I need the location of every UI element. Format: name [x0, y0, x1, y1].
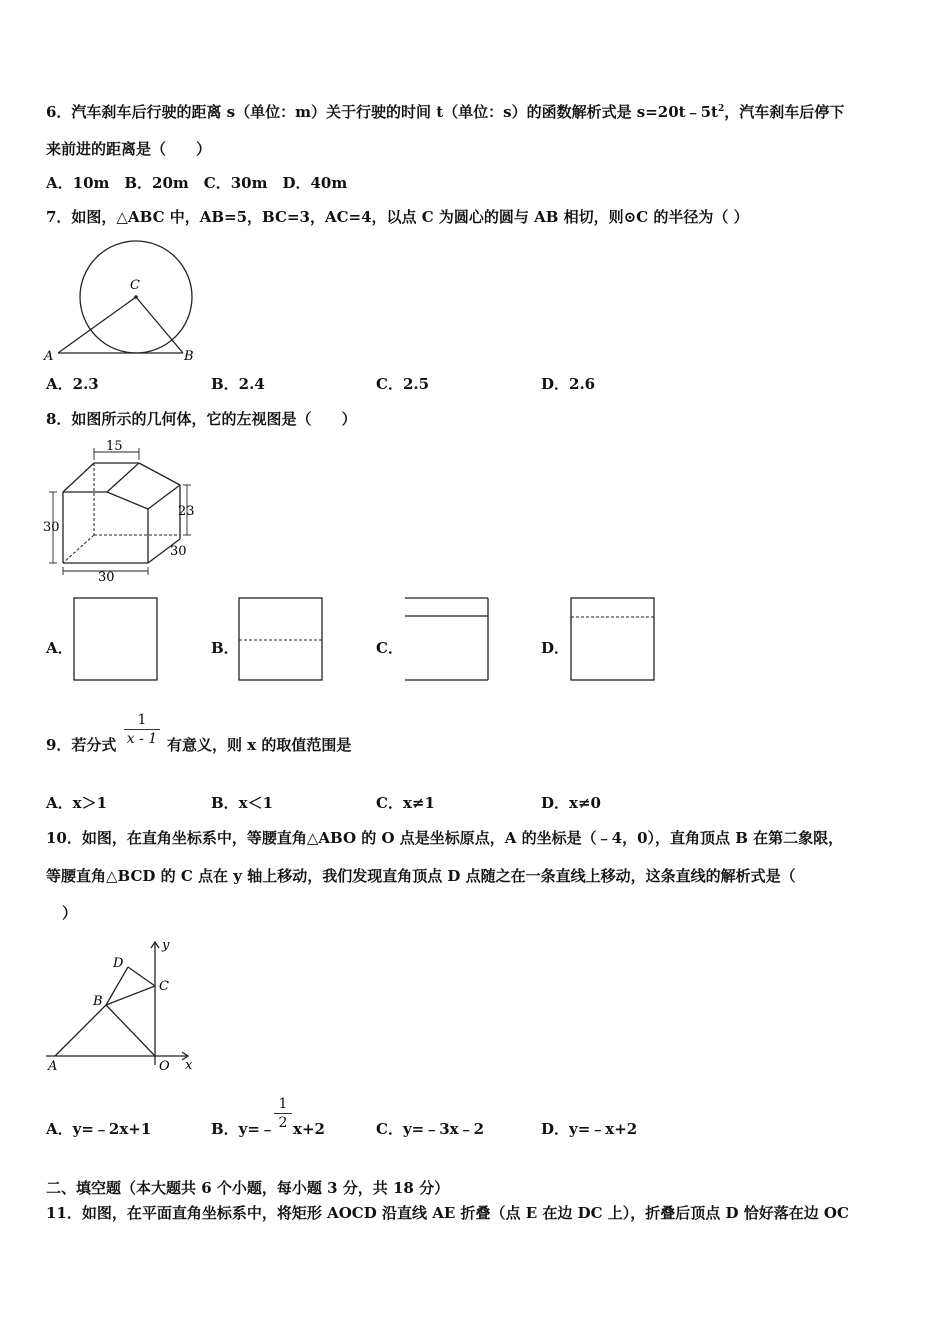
segment-ac [58, 297, 136, 353]
q10-option-c: C．y=﹣3x﹣2 [376, 1120, 485, 1138]
q9-frac-den: x - 1 [126, 731, 158, 747]
q9-option-c: C．x≠1 [376, 794, 435, 812]
q7-option-a: A．2.3 [46, 375, 99, 393]
q8-stem: 8．如图所示的几何体，它的左视图是（ ） [46, 410, 357, 428]
q9-option-b: B．x＜1 [211, 794, 274, 812]
q8-option-b-label: B． [211, 639, 239, 657]
q7-figure [40, 238, 210, 368]
label-a: A [44, 349, 54, 364]
q10-b-frac-num: 1 [278, 1096, 288, 1112]
label-b: B [93, 994, 103, 1009]
q8-option-b-view [238, 597, 324, 683]
q10-figure [40, 935, 205, 1075]
q6-options: A．10m B．20m C．30m D．40m [46, 174, 348, 192]
q8-option-c-view [404, 597, 490, 683]
q8-option-d-view [570, 597, 656, 683]
label-x: x [185, 1058, 193, 1073]
q10-option-b-post: x+2 [293, 1120, 325, 1138]
q8-option-a-label: A． [46, 639, 73, 657]
q8-option-d-label: D． [541, 639, 570, 657]
q6-stem-line1: 6．汽车刹车后行驶的距离 s（单位：m）关于行驶的时间 t（单位：s）的函数解析式是 $s=20t﹣5t^2$，汽车刹车后停下 [46, 103, 845, 121]
q8-option-a-view [73, 597, 159, 683]
dim-depth: 30 [170, 544, 187, 559]
q7-option-c: C．2.5 [376, 375, 430, 393]
label-d: D [113, 956, 124, 971]
label-c: C [130, 278, 140, 293]
q8-option-c-label: C． [376, 639, 403, 657]
q10-stem-line3: ） [62, 904, 78, 922]
dim-left: 30 [43, 520, 60, 535]
q10-option-b-fraction [274, 1095, 292, 1132]
q7-option-d: D．2.6 [541, 375, 596, 393]
q9-option-d: D．x≠0 [541, 794, 601, 812]
q9-fraction [124, 711, 160, 748]
q8-solid-figure [40, 438, 200, 583]
q7-option-b: B．2.4 [211, 375, 265, 393]
q9-option-a: A．x＞1 [46, 794, 108, 812]
q7-stem: 7．如图，△ABC 中，AB=5，BC=3，AC=4，以点 C 为圆心的圆与 AB 相切，则⊙C 的半径为（ ） [46, 208, 749, 226]
q9-frac-num: 1 [137, 712, 147, 728]
q9-stem-pre: 9．若分式 [46, 736, 117, 754]
center-point [134, 295, 138, 299]
q10-option-d: D．y=﹣x+2 [541, 1120, 638, 1138]
label-y: y [162, 938, 170, 953]
section-2-title: 二、填空题（本大题共 6 个小题，每小题 3 分，共 18 分） [46, 1179, 450, 1197]
q11-stem-line1: 11．如图，在平面直角坐标系中，将矩形 AOCD 沿直线 AE 折叠（点 E 在边 DC 上），折叠后顶点 D 恰好落在边 OC [46, 1204, 849, 1222]
dim-bottom: 30 [98, 570, 115, 583]
q10-stem-line2: 等腰直角△BCD 的 C 点在 y 轴上移动，我们发现直角顶点 D 点随之在一条直线上移动，这条直线的解析式是（ [46, 867, 796, 885]
q9-stem-post: 有意义，则 x 的取值范围是 [167, 736, 352, 754]
label-c: C [159, 979, 169, 994]
q6-stem-line2: 来前进的距离是（ ） [46, 140, 212, 158]
label-b: B [184, 349, 194, 364]
dim-right: 23 [178, 504, 195, 519]
label-a: A [48, 1059, 58, 1074]
dim-top: 15 [106, 439, 123, 454]
q10-stem-line1: 10．如图，在直角坐标系中，等腰直角△ABO 的 O 点是坐标原点，A 的坐标是（﹣4，0），直角顶点 B 在第二象限， [46, 829, 844, 847]
q10-b-frac-den: 2 [278, 1115, 288, 1131]
q10-option-b-pre: B．y=﹣ [211, 1120, 275, 1138]
q10-option-a: A．y=﹣2x+1 [46, 1120, 152, 1138]
label-o: O [159, 1059, 170, 1074]
segment-bc [136, 297, 183, 353]
